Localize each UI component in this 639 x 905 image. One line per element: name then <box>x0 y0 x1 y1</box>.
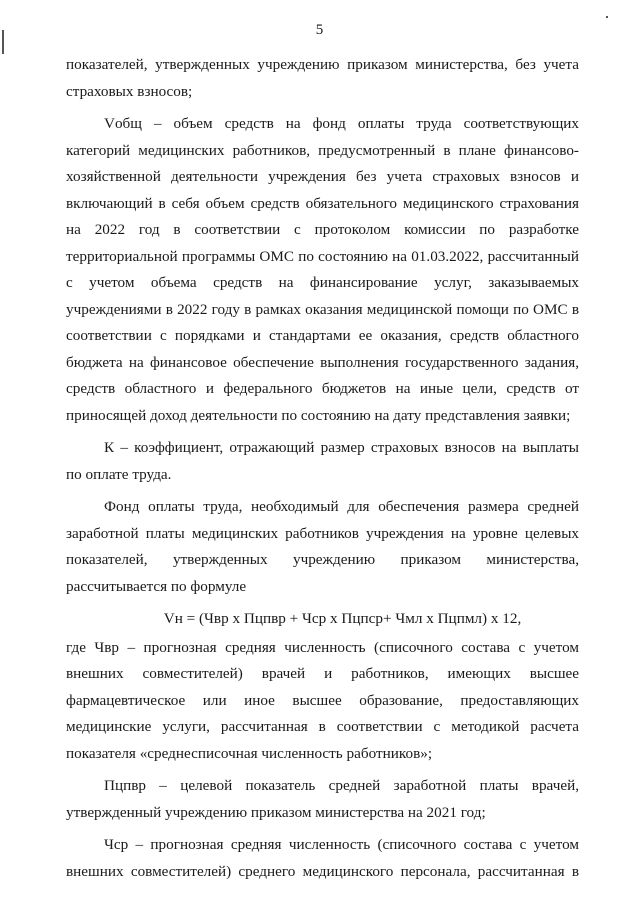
paragraph-pcpvr-definition: Пцпвр – целевой показатель средней заработной платы врачей, утвержденный учреждению приказом министерства на 2021 год; <box>66 777 579 821</box>
paragraph-fund-intro: Фонд оплаты труда, необходимый для обеспечения размера средней заработной платы медицинских работников учреждения на уровне целевых показателей, утвержденных учреждению приказом министерства, рассчитывается по формуле <box>66 498 579 595</box>
paragraph-vobsh-definition: Vобщ – объем средств на фонд оплаты труда соответствующих категорий медицинских работников, предусмотренный в плане финансово-хозяйственной деятельности учреждения без учета страховых взносов и включающий в себя объем средств обязательного медицинского страхования на 2022 год в соответствии с протоколом комиссии по разработке территориальной программы ОМС по состоянию на 01.03.2022, рассчитанный с учетом объема средств на финансирование услуг, заказываемых учреждениями в 2022 году в рамках оказания медицинской помощи по ОМС в соответствии с порядками и стандартами ее оказания, средств областного бюджета на финансовое обеспечение выполнения государственного задания, средств областного и федерального бюджетов на иные цели, средств от приносящей доход деятельности по состоянию на дату представления заявки; <box>66 115 579 424</box>
paragraph-chsr-definition: Чср – прогнозная средняя численность (списочного состава с учетом внешних совместителей) среднего медицинского персонала, рассчитанная в <box>66 836 579 880</box>
paragraph-continuation: показателей, утвержденных учреждению приказом министерства, без учета страховых взносов; <box>66 56 579 100</box>
paragraph-chvr-definition: где Чвр – прогнозная средняя численность (списочного состава с учетом внешних совместителей) врачей и работников, имеющих высшее фармацевтическое или иное высшее образование, предоставляющих медицинские услуги, рассчитанная в соответствии с методикой расчета показателя «среднесписочная численность работников»; <box>66 638 579 762</box>
scan-dot <box>606 16 608 18</box>
formula: Vн = (Чвр х Пцпвр + Чср х Пцпср+ Чмл х Пцпмл) х 12, <box>163 610 522 627</box>
body-text <box>66 52 579 891</box>
paragraph-k-definition: К – коэффициент, отражающий размер страховых взносов на выплаты по оплате труда. <box>66 439 579 483</box>
page-number: 5 <box>315 22 324 38</box>
